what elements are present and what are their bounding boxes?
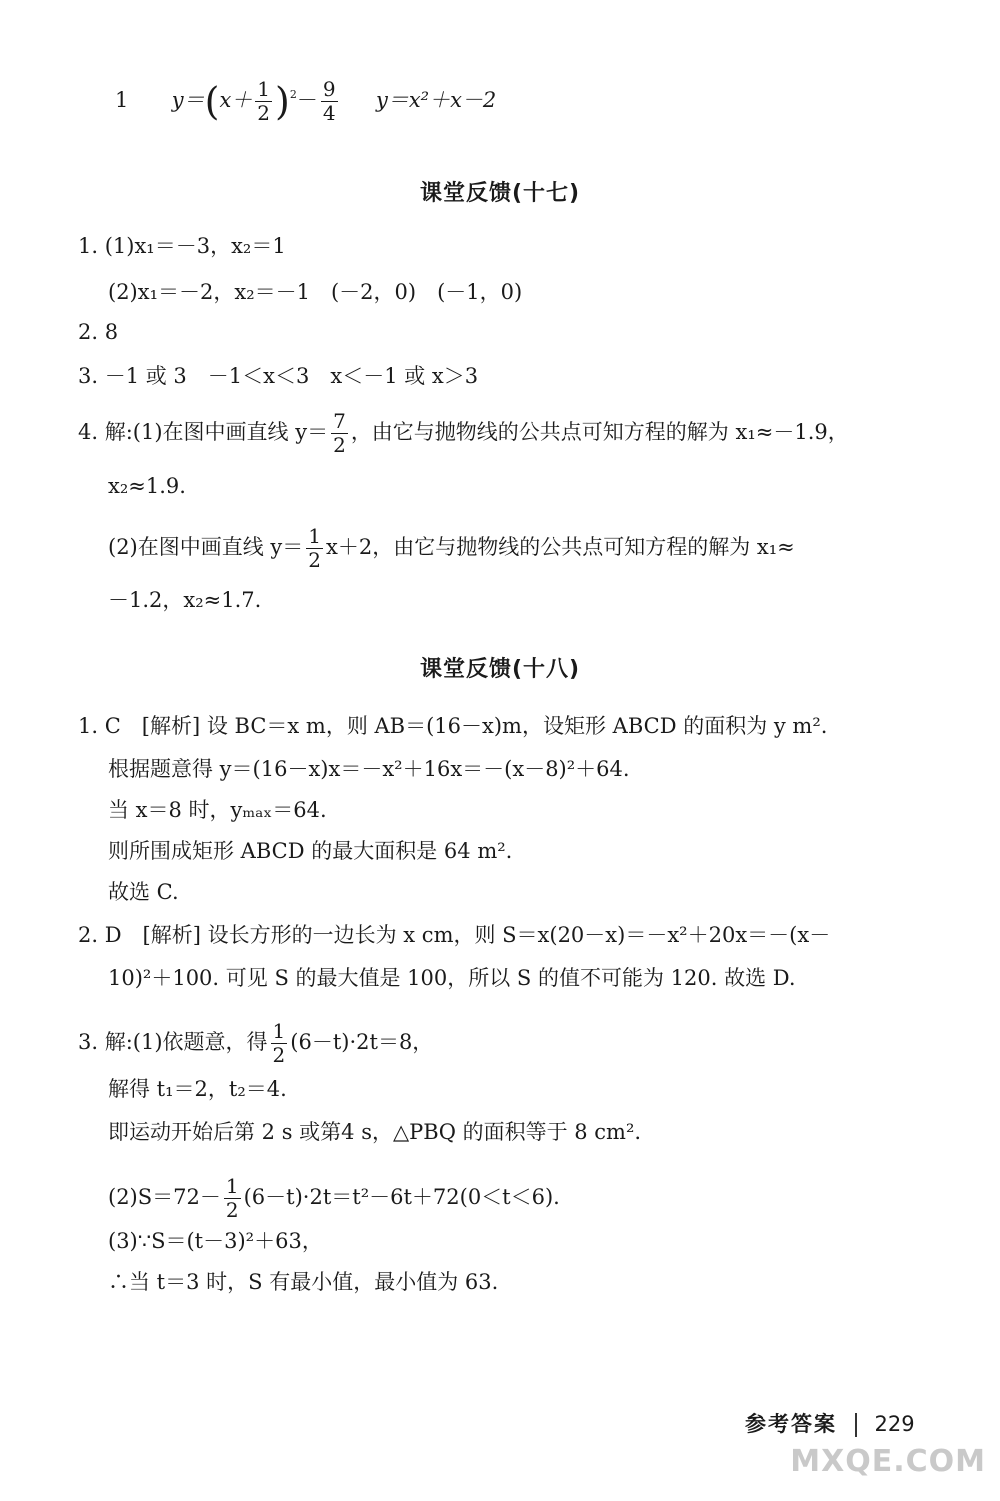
answer-18-3-line4 [108,1175,560,1222]
fraction-nine-quarters: $\frac{9}{4}$ [322,77,336,125]
answer-17-4a-suffix: ，由它与抛物线的公共点可知方程的解为 x₁≈－1.9， [350,420,849,444]
fraction-one-half-c: $\frac{1}{2}$ [272,1019,286,1067]
answer-17-4b-prefix: (2)在图中画直线 y＝ [108,535,304,559]
answer-18-2-line1: 2. D [解析] 设长方形的一边长为 x cm，则 S＝x(20－x)＝－x²＋20x＝－(x－ [78,923,831,947]
y-equals: y＝ [171,88,205,112]
watermark: MXQE.COM [790,1444,986,1479]
answer-17-1a: 1. (1)x₁＝－3，x₂＝1 [78,234,286,258]
x-plus: x＋ [219,88,253,112]
square-exponent: 2 [289,88,297,101]
close-paren: ) [275,79,290,124]
item-number: 1 [115,88,129,112]
fraction-seven-halves: $\frac{7}{2}$ [333,409,346,457]
answer-18-1-line5: 故选 C. [108,880,179,904]
answer-18-3-line3: 即运动开始后第 2 s 或第4 s，△PBQ 的面积等于 8 cm². [108,1120,642,1144]
fraction-one-half: $\frac{1}{2}$ [257,77,271,125]
answer-17-4b [108,525,795,572]
section-title-17: 课堂反馈(十七) [419,181,581,206]
answer-18-3-line1 [78,1020,433,1067]
fraction-one-half-d: $\frac{1}{2}$ [225,1174,239,1222]
answer-18-1-line2: 根据题意得 y＝(16－x)x＝－x²＋16x＝－(x－8)²＋64. [108,757,630,781]
answer-17-4b-suffix: x＋2，由它与抛物线的公共点可知方程的解为 x₁≈ [326,535,795,559]
answer-18-1-line4: 则所围成矩形 ABCD 的最大面积是 64 m². [108,839,513,863]
vertex-form-line [115,78,496,125]
answer-18-3-line6: ∴当 t＝3 时，S 有最小值，最小值为 63. [108,1270,499,1294]
page-number: 229 [874,1412,915,1436]
answer-18-3-line1-suffix: (6－t)·2t＝8， [290,1030,434,1054]
answer-18-1-line3: 当 x＝8 时，yₘₐₓ＝64. [108,798,327,822]
answer-17-4a-prefix: 4. 解:(1)在图中画直线 y＝ [78,420,329,444]
answer-18-3-line2: 解得 t₁＝2，t₂＝4. [108,1077,287,1101]
minus-sign: － [296,88,318,112]
footer-divider [855,1413,857,1437]
answer-17-4b-cont: －1.2，x₂≈1.7. [108,588,262,612]
answer-18-1-line1: 1. C [解析] 设 BC＝x m，则 AB＝(16－x)m，设矩形 ABCD 的面积为 y m². [78,714,828,738]
open-paren: ( [204,79,220,124]
footer-label: 参考答案 [745,1412,837,1436]
answer-18-3-line1-prefix: 3. 解:(1)依题意，得 [78,1030,268,1054]
section-title-18: 课堂反馈(十八) [419,657,581,682]
answer-17-1b: (2)x₁＝－2，x₂＝－1 (－2，0) (－1，0) [108,280,523,304]
answer-18-3-line4-suffix: (6－t)·2t＝t²－6t＋72(0＜t＜6). [243,1185,560,1209]
answer-18-2-line2: 10)²＋100. 可见 S 的最大值是 100，所以 S 的值不可能为 120. 故选 D. [108,966,796,990]
answer-17-4a [78,410,849,457]
answer-18-3-line5: (3)∵S＝(t－3)²＋63， [108,1229,323,1253]
answer-17-2: 2. 8 [78,320,119,344]
fraction-one-half-b: $\frac{1}{2}$ [308,524,322,572]
page-footer [745,1408,915,1438]
answer-17-3: 3. －1 或 3 －1＜x＜3 x＜－1 或 x＞3 [78,364,479,388]
expanded-form: y＝x²＋x－2 [375,88,497,112]
answer-18-3-line4-prefix: (2)S＝72－ [108,1185,221,1209]
answer-17-4a-cont: x₂≈1.9. [108,474,186,498]
